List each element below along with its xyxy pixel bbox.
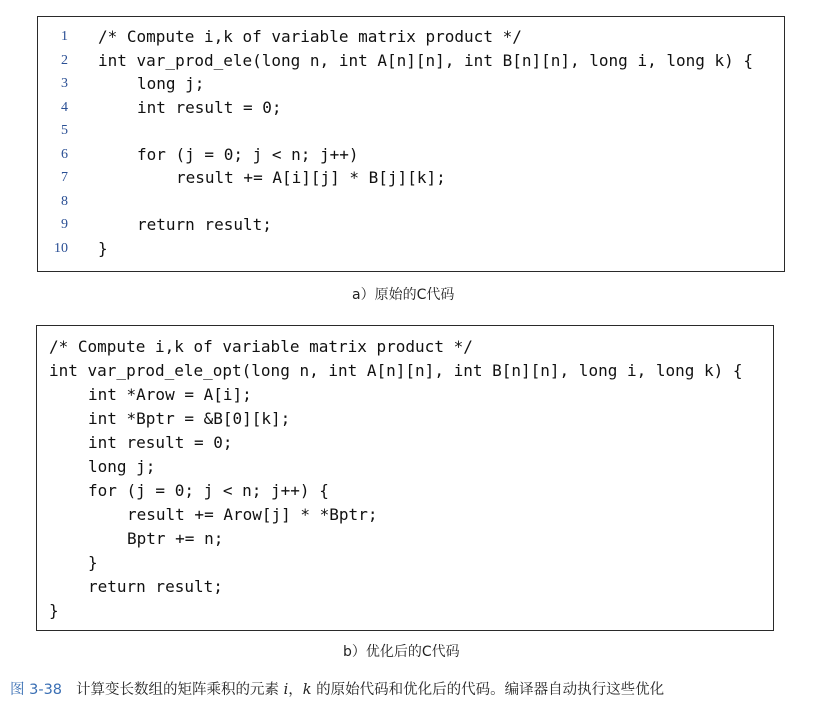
code-line bbox=[37, 527, 773, 550]
code-text: Bptr += n; bbox=[127, 529, 224, 548]
code-block-optimized bbox=[36, 325, 774, 631]
code-text: int result = 0; bbox=[88, 433, 233, 452]
code-block-original bbox=[37, 16, 785, 272]
caption-optimized: b）优化后的C代码 bbox=[343, 644, 460, 660]
code-text: long j; bbox=[137, 74, 205, 93]
code-text: int var_prod_ele(long n, int A[n][n], int B[n][n], long i, long k) { bbox=[98, 50, 754, 70]
code-text: int *Bptr = &B[0][k]; bbox=[88, 409, 291, 428]
line-number: 3 bbox=[61, 76, 68, 91]
code-line bbox=[37, 599, 773, 622]
line-number: 10 bbox=[54, 240, 68, 256]
code-line bbox=[37, 479, 773, 502]
code-line bbox=[37, 503, 773, 526]
figure-text-part2: 的原始代码和优化后的代码。编译器自动执行这些优化 bbox=[311, 682, 665, 698]
figure-label: 图 3-38 bbox=[10, 682, 63, 698]
figure-text-part1: 计算变长数组的矩阵乘积的元素 bbox=[76, 682, 284, 698]
code-line bbox=[38, 237, 784, 260]
code-line bbox=[38, 143, 784, 166]
code-line bbox=[38, 119, 784, 142]
line-number: 1 bbox=[61, 29, 68, 44]
code-line bbox=[37, 335, 773, 358]
code-text: result += A[i][j] * B[j][k]; bbox=[176, 168, 446, 187]
line-number: 4 bbox=[61, 99, 68, 115]
line-number: 9 bbox=[61, 217, 68, 232]
code-text: /* Compute i,k of variable matrix product */ bbox=[49, 337, 473, 356]
figure-var-k: k bbox=[302, 682, 312, 698]
figure-var-i: i bbox=[283, 682, 289, 698]
code-text: result += Arow[j] * *Bptr; bbox=[127, 505, 378, 524]
code-line bbox=[38, 96, 784, 119]
code-text: return result; bbox=[137, 215, 272, 234]
code-text: /* Compute i,k of variable matrix product */ bbox=[98, 27, 522, 46]
line-number: 7 bbox=[61, 170, 68, 185]
code-text: } bbox=[49, 601, 59, 620]
code-text: } bbox=[88, 553, 98, 572]
line-number: 5 bbox=[61, 123, 68, 138]
code-line bbox=[37, 575, 773, 598]
code-text: for (j = 0; j < n; j++) { bbox=[88, 481, 329, 500]
line-number: 8 bbox=[61, 193, 68, 209]
code-line bbox=[37, 551, 773, 574]
line-number: 2 bbox=[61, 52, 68, 68]
line-number: 6 bbox=[61, 146, 68, 162]
code-line bbox=[38, 72, 784, 95]
caption-original: a）原始的C代码 bbox=[352, 287, 455, 303]
code-text: return result; bbox=[88, 577, 223, 596]
figure-separator: ， bbox=[288, 682, 303, 698]
code-text: int *Arow = A[i]; bbox=[88, 385, 252, 404]
code-text: for (j = 0; j < n; j++) bbox=[137, 144, 359, 164]
figure-caption bbox=[10, 678, 664, 699]
code-line bbox=[38, 25, 784, 48]
code-line bbox=[38, 49, 784, 72]
code-line bbox=[37, 407, 773, 430]
code-text: int result = 0; bbox=[137, 97, 282, 117]
code-line bbox=[37, 359, 773, 382]
code-line bbox=[37, 383, 773, 406]
code-line bbox=[38, 213, 784, 236]
code-text: } bbox=[98, 238, 108, 258]
code-text: int var_prod_ele_opt(long n, int A[n][n], int B[n][n], long i, long k) { bbox=[49, 361, 743, 380]
code-line bbox=[37, 455, 773, 478]
code-line bbox=[38, 166, 784, 189]
code-line bbox=[38, 190, 784, 213]
code-line bbox=[37, 431, 773, 454]
code-text: long j; bbox=[88, 457, 156, 476]
